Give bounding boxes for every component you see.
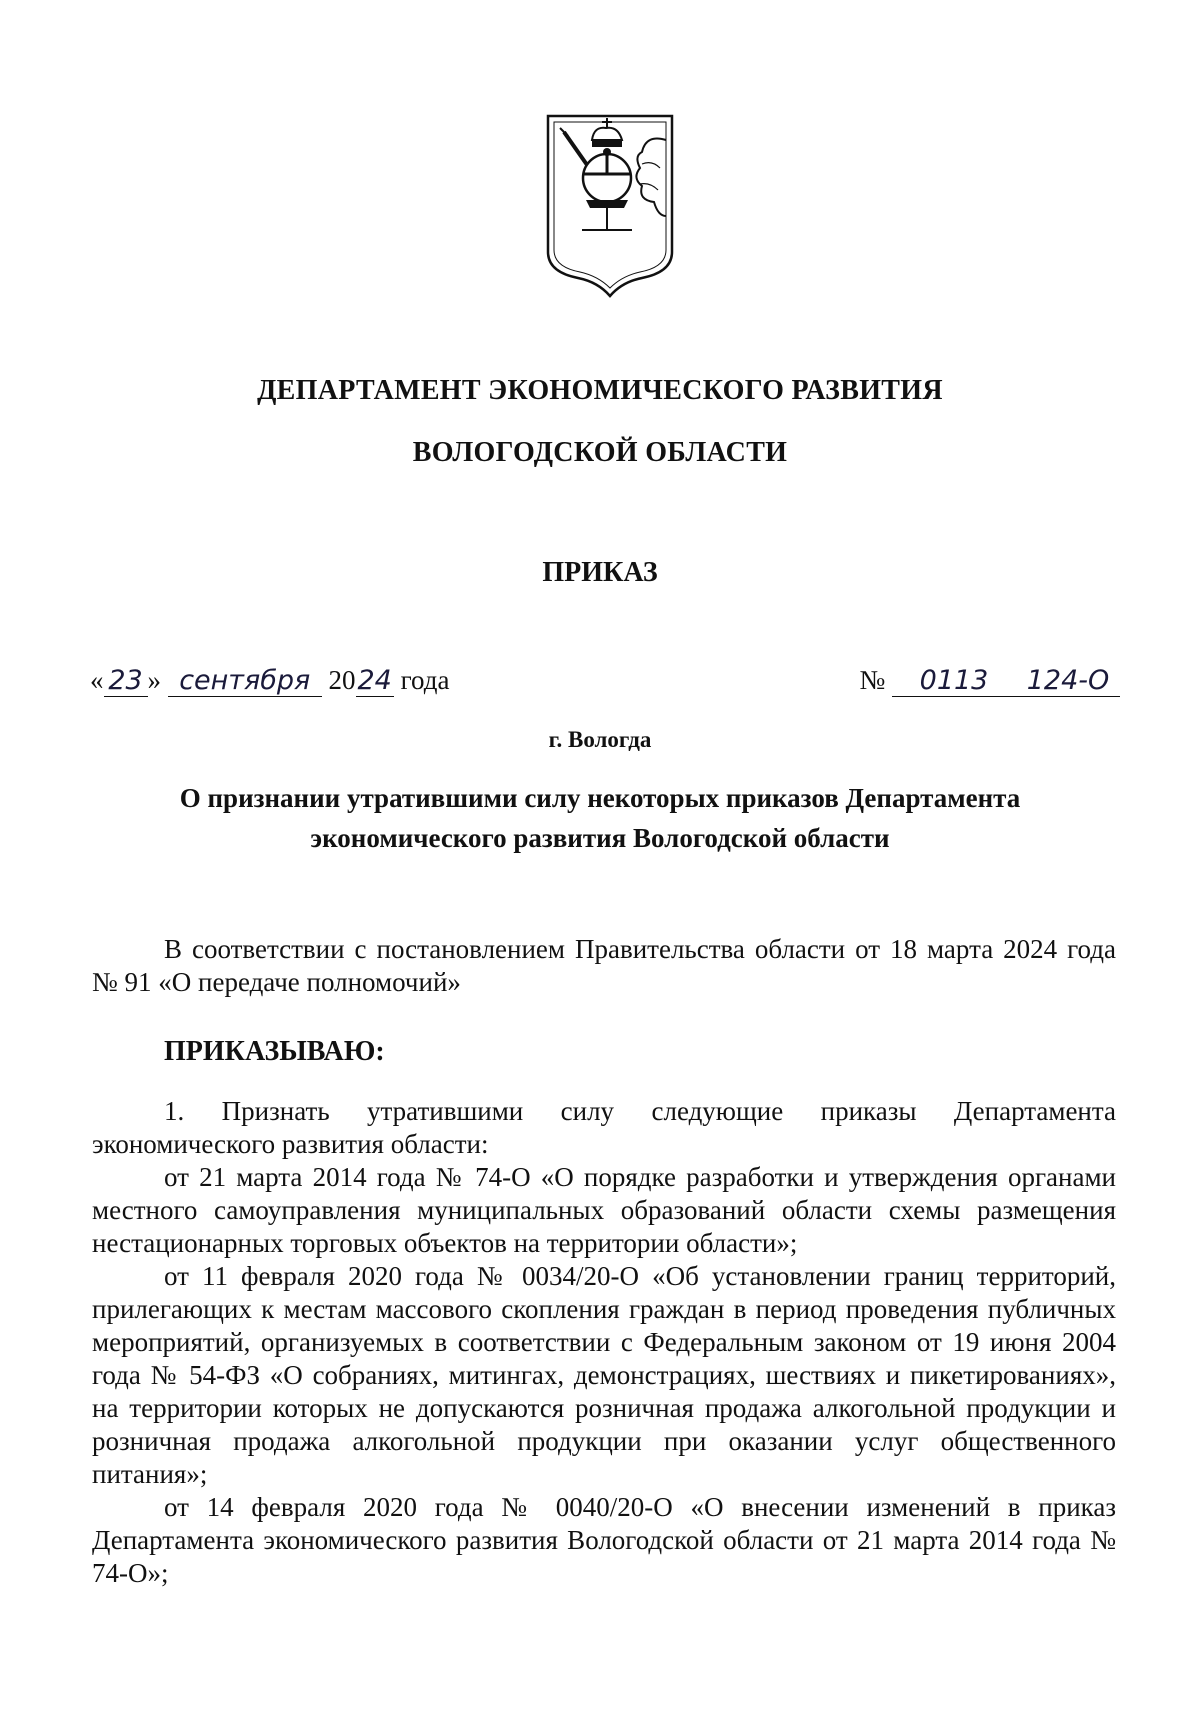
order-items-block bbox=[92, 1095, 1116, 1590]
order-subject bbox=[120, 778, 1080, 858]
order-number-part1-handwritten: 0113 bbox=[892, 666, 1016, 697]
date-open-quote: « bbox=[90, 665, 104, 695]
order-subject-line1: О признании утратившими силу некоторых приказов Департамента bbox=[179, 783, 1021, 813]
date-year-handwritten: 24 bbox=[357, 665, 392, 696]
order-paragraph: от 14 февраля 2020 года № 0040/20-О «О внесении изменений в приказ Департамента экономического развития Вологодской области от 21 марта 2014 года № 74-О»; bbox=[92, 1492, 1116, 1588]
order-paragraph: от 11 февраля 2020 года № 0034/20-О «Об установлении границ территорий, прилегающих к местам массового скопления граждан в период проведения публичных мероприятий, организуемых в соответствии с Федеральным законом от 19 июня 2004 года № 54-ФЗ «О собраниях, митингах, демонстрациях, шествиях и пикетированиях», на территории которых не допускаются розничная продажа алкогольной продукции и розничная продажа алкогольной продукции при оказании услуг общественного питания»; bbox=[92, 1261, 1116, 1489]
order-number-part2-handwritten: 124-О bbox=[1016, 666, 1120, 697]
department-name-line1: ДЕПАРТАМЕНТ ЭКОНОМИЧЕСКОГО РАЗВИТИЯ bbox=[257, 375, 943, 406]
order-date bbox=[90, 665, 449, 697]
number-sign: № bbox=[859, 665, 886, 695]
order-paragraph: от 21 марта 2014 года № 74-О «О порядке разработки и утверждения органами местного самоуправления муниципальных образований области схемы размещения нестационарных торговых объектов на территории области»; bbox=[92, 1162, 1116, 1258]
preamble-block bbox=[92, 933, 1116, 999]
order-subject-line2: экономического развития Вологодской области bbox=[310, 823, 890, 853]
order-number bbox=[859, 665, 1120, 697]
preamble-paragraph: В соответствии с постановлением Правительства области от 18 марта 2024 года № 91 «О передаче полномочий» bbox=[92, 934, 1116, 997]
date-close-quote: » bbox=[147, 665, 161, 695]
date-month-handwritten: сентября bbox=[168, 666, 322, 697]
document-type-title: ПРИКАЗ bbox=[542, 557, 658, 588]
city-name: г. Вологда bbox=[548, 727, 652, 752]
department-name-line2: ВОЛОГОДСКОЙ ОБЛАСТИ bbox=[412, 437, 788, 468]
order-directive-word: ПРИКАЗЫВАЮ: bbox=[164, 1036, 385, 1067]
date-day-handwritten: 23 bbox=[104, 666, 148, 697]
date-year-prefix: 20 bbox=[328, 665, 356, 695]
order-paragraph: 1. Признать утратившими силу следующие приказы Департамента экономического развития области: bbox=[92, 1096, 1116, 1159]
vologda-coat-of-arms-icon bbox=[542, 112, 678, 298]
date-year-word: года bbox=[400, 665, 450, 695]
